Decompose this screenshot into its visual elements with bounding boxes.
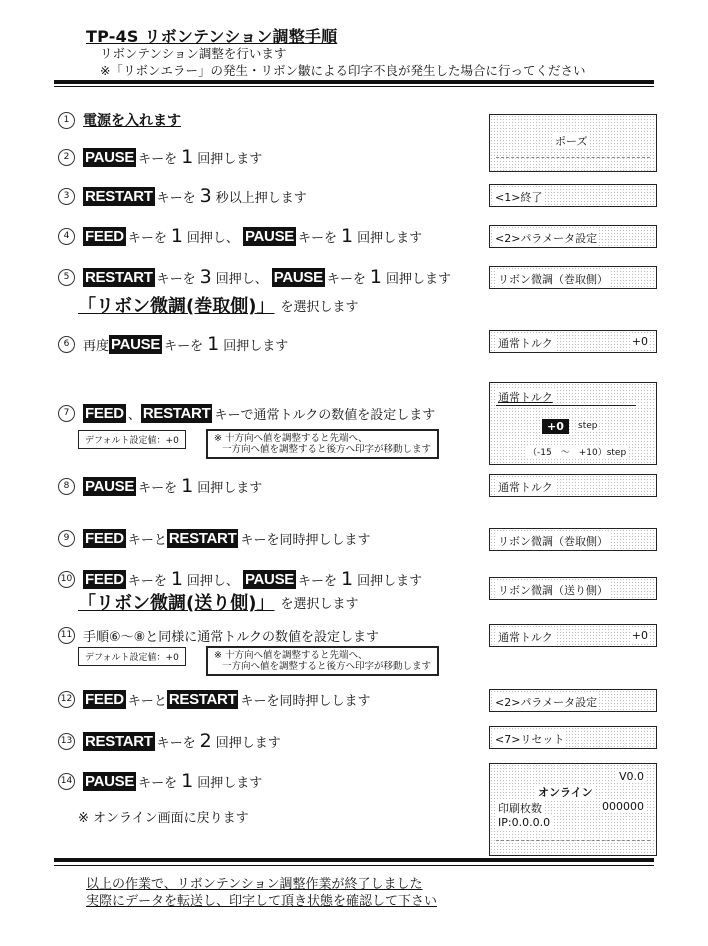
step-text: キーを [156,271,196,287]
lcd-line [496,405,636,406]
footer-line: 実際にデータを転送し、印字して頂き状態を確認して下さい [86,894,438,909]
step-number: 7 [58,405,75,422]
lcd-display-torque-confirm [489,474,657,497]
step-2 [58,146,262,168]
note-line: ※ 十方向へ値を調整すると先端へ、 [214,650,368,661]
pause-key: PAUSE [85,477,135,495]
lcd-dashed-line [496,840,650,841]
restart-key: RESTART [85,268,153,286]
step-3 [58,185,307,207]
lcd-text: ポーズ [555,135,588,148]
lcd-text: <2>パラメータ設定 [495,696,598,709]
step-7 [58,404,435,423]
lcd-text: リボン微調（巻取側） [498,273,608,286]
pause-key: PAUSE [273,268,323,286]
lcd-text: 通常トルク [498,391,553,404]
step-text: キーを [298,573,338,589]
step-number: 3 [58,188,75,205]
step-number: 2 [58,149,75,166]
lcd-text: 通常トルク [498,631,553,644]
lcd-display-parameter [489,225,657,248]
menu-name: 「リボン微調(送り側)」 [78,593,275,614]
lcd-text: オンライン [538,786,593,799]
press-count: 3 [199,185,212,207]
step-text: キーを同時押しします [240,533,371,548]
step-text: キーを [127,230,167,246]
step-text: 手順⑥〜⑧と同様に通常トルクの数値を設定します [83,630,380,645]
lcd-display-torque-edit [489,382,657,465]
lcd-display-parameter [489,689,657,712]
pause-key: PAUSE [244,227,295,245]
step-text: 回押します [197,151,263,167]
lcd-text: <7>リセット [495,733,565,746]
step-number: 4 [58,228,75,245]
feed-key: FEED [85,227,124,245]
step-text: を選択します [280,299,359,315]
step-text: キーと [127,694,167,709]
lcd-selected-value: +0 [542,419,569,434]
note-line: ※ 十方向へ値を調整すると先端へ、 [214,433,368,444]
step-number: 9 [58,530,75,547]
feed-key: FEED [85,691,124,708]
press-count: 1 [341,225,354,247]
direction-note [206,429,439,459]
feed-key: FEED [85,570,124,588]
subtitle: リボンテンション調整を行います [100,46,287,61]
lcd-dashed-line [496,157,650,158]
lcd-display-ribbon-takeup [489,266,657,289]
step-text: キーを同時押しします [240,694,371,709]
lcd-display-reset [489,726,657,749]
feed-key: FEED [85,530,124,547]
default-value-label: デフォルト設定値：+0 [78,430,186,449]
step-1 [58,110,181,130]
lcd-text: 通常トルク [498,481,553,494]
lcd-text: リボン微調（巻取側） [498,535,608,548]
step-text: 電源を入れます [83,113,181,129]
lcd-display-torque [489,330,657,353]
step-number: 6 [58,336,75,353]
divider [54,80,654,84]
pause-key: PAUSE [244,570,295,588]
lcd-value: +0 [631,335,648,348]
lcd-display-ribbon-feed [489,577,657,600]
subtitle-note: ※「リボンエラー」の発生・リボン皺による印字不良が発生した場合に行ってください [100,63,586,78]
step-text: を選択します [280,596,359,612]
step-text: 回押します [215,735,281,751]
step-9 [58,529,370,548]
press-count: 2 [199,730,212,752]
step-text: 回押します [197,480,263,496]
press-count: 3 [199,266,212,288]
pause-key: PAUSE [85,148,135,166]
restart-key: RESTART [85,187,153,205]
lcd-unit: step [578,421,598,431]
step-text: 回押します [197,775,263,791]
press-count: 1 [369,266,382,288]
step-12 [58,690,370,709]
lcd-value: 000000 [602,800,644,813]
step-text: キーと [127,533,167,548]
lcd-range: （-15 ～ +10）step [526,445,628,458]
step-number: 5 [58,269,75,286]
step-10 [58,568,422,590]
pause-key: PAUSE [111,335,161,353]
lcd-display-pause [489,114,657,172]
divider [54,865,654,866]
note-line: 一方向へ値を調整すると後方へ印字が移動します [222,661,432,672]
step-4 [58,225,422,247]
step-5-select [78,292,358,318]
lcd-text: <1>終了 [495,191,543,204]
lcd-text: リボン微調（送り側） [498,584,608,597]
lcd-display-online [489,763,657,856]
step-text: 回押し、 [215,271,268,287]
step-text: キーを [127,573,167,589]
pause-key: PAUSE [85,772,135,790]
press-count: 1 [207,333,220,355]
step-text: 、 [127,408,141,423]
press-count: 1 [181,475,194,497]
step-text: キーを [164,338,204,354]
step-8 [58,475,262,497]
step-number: 10 [58,571,75,588]
step-number: 11 [58,627,75,644]
restart-key: RESTART [142,405,211,422]
page-title: TP-4S リボンテンション調整手順 [86,27,338,46]
lcd-display-end [489,184,657,207]
press-count: 1 [170,225,183,247]
divider [54,858,654,862]
restart-key: RESTART [168,530,237,547]
press-count: 1 [170,568,183,590]
footer-line: 以上の作業で、リボンテンション調整作業が終了しました [86,877,423,892]
restart-key: RESTART [85,732,153,750]
step-text: キーを [326,271,366,287]
step-text: 秒以上押します [215,190,307,206]
step-text: キーを [138,151,178,167]
step-text: キーを [138,480,178,496]
step-text: 再度 [83,338,110,354]
step-text: キーを [156,735,196,751]
lcd-text: 印刷枚数 [498,802,542,815]
step-5 [58,266,451,288]
lcd-value: +0 [631,629,648,642]
lcd-text: <2>パラメータ設定 [495,232,598,245]
step-text: 回押し、 [186,230,239,246]
default-value-label: デフォルト設定値：+0 [78,647,186,666]
step-10-select [78,589,358,615]
menu-name: 「リボン微調(巻取側)」 [78,296,275,317]
lcd-display-torque [489,624,657,647]
step-number: 12 [58,691,75,708]
step-6 [58,333,288,355]
step-text: キーで通常トルクの数値を設定します [214,408,436,423]
lcd-text: 通常トルク [498,337,553,350]
step-13 [58,730,281,752]
step-text: 回押し、 [186,573,239,589]
step-11 [58,626,379,645]
step-text: キーを [156,190,196,206]
step-text: 回押します [357,573,423,589]
feed-key: FEED [85,405,124,422]
press-count: 1 [181,146,194,168]
step-text: 回押します [223,338,289,354]
lcd-ip: IP:0.0.0.0 [498,816,551,829]
press-count: 1 [181,770,194,792]
step-number: 13 [58,733,75,750]
divider [54,86,654,87]
lcd-version: V0.0 [618,770,644,783]
step-14 [58,770,262,792]
step-text: キーを [138,775,178,791]
restart-key: RESTART [168,691,237,708]
step-text: キーを [298,230,338,246]
lcd-display-ribbon-takeup [489,528,657,551]
direction-note [206,646,439,676]
step-number: 1 [58,112,75,129]
step-14-note: ※ オンライン画面に戻ります [78,811,249,826]
step-number: 8 [58,478,75,495]
step-text: 回押します [357,230,423,246]
press-count: 1 [341,568,354,590]
step-text: 回押します [385,271,451,287]
note-line: 一方向へ値を調整すると後方へ印字が移動します [222,444,432,455]
step-number: 14 [58,773,75,790]
